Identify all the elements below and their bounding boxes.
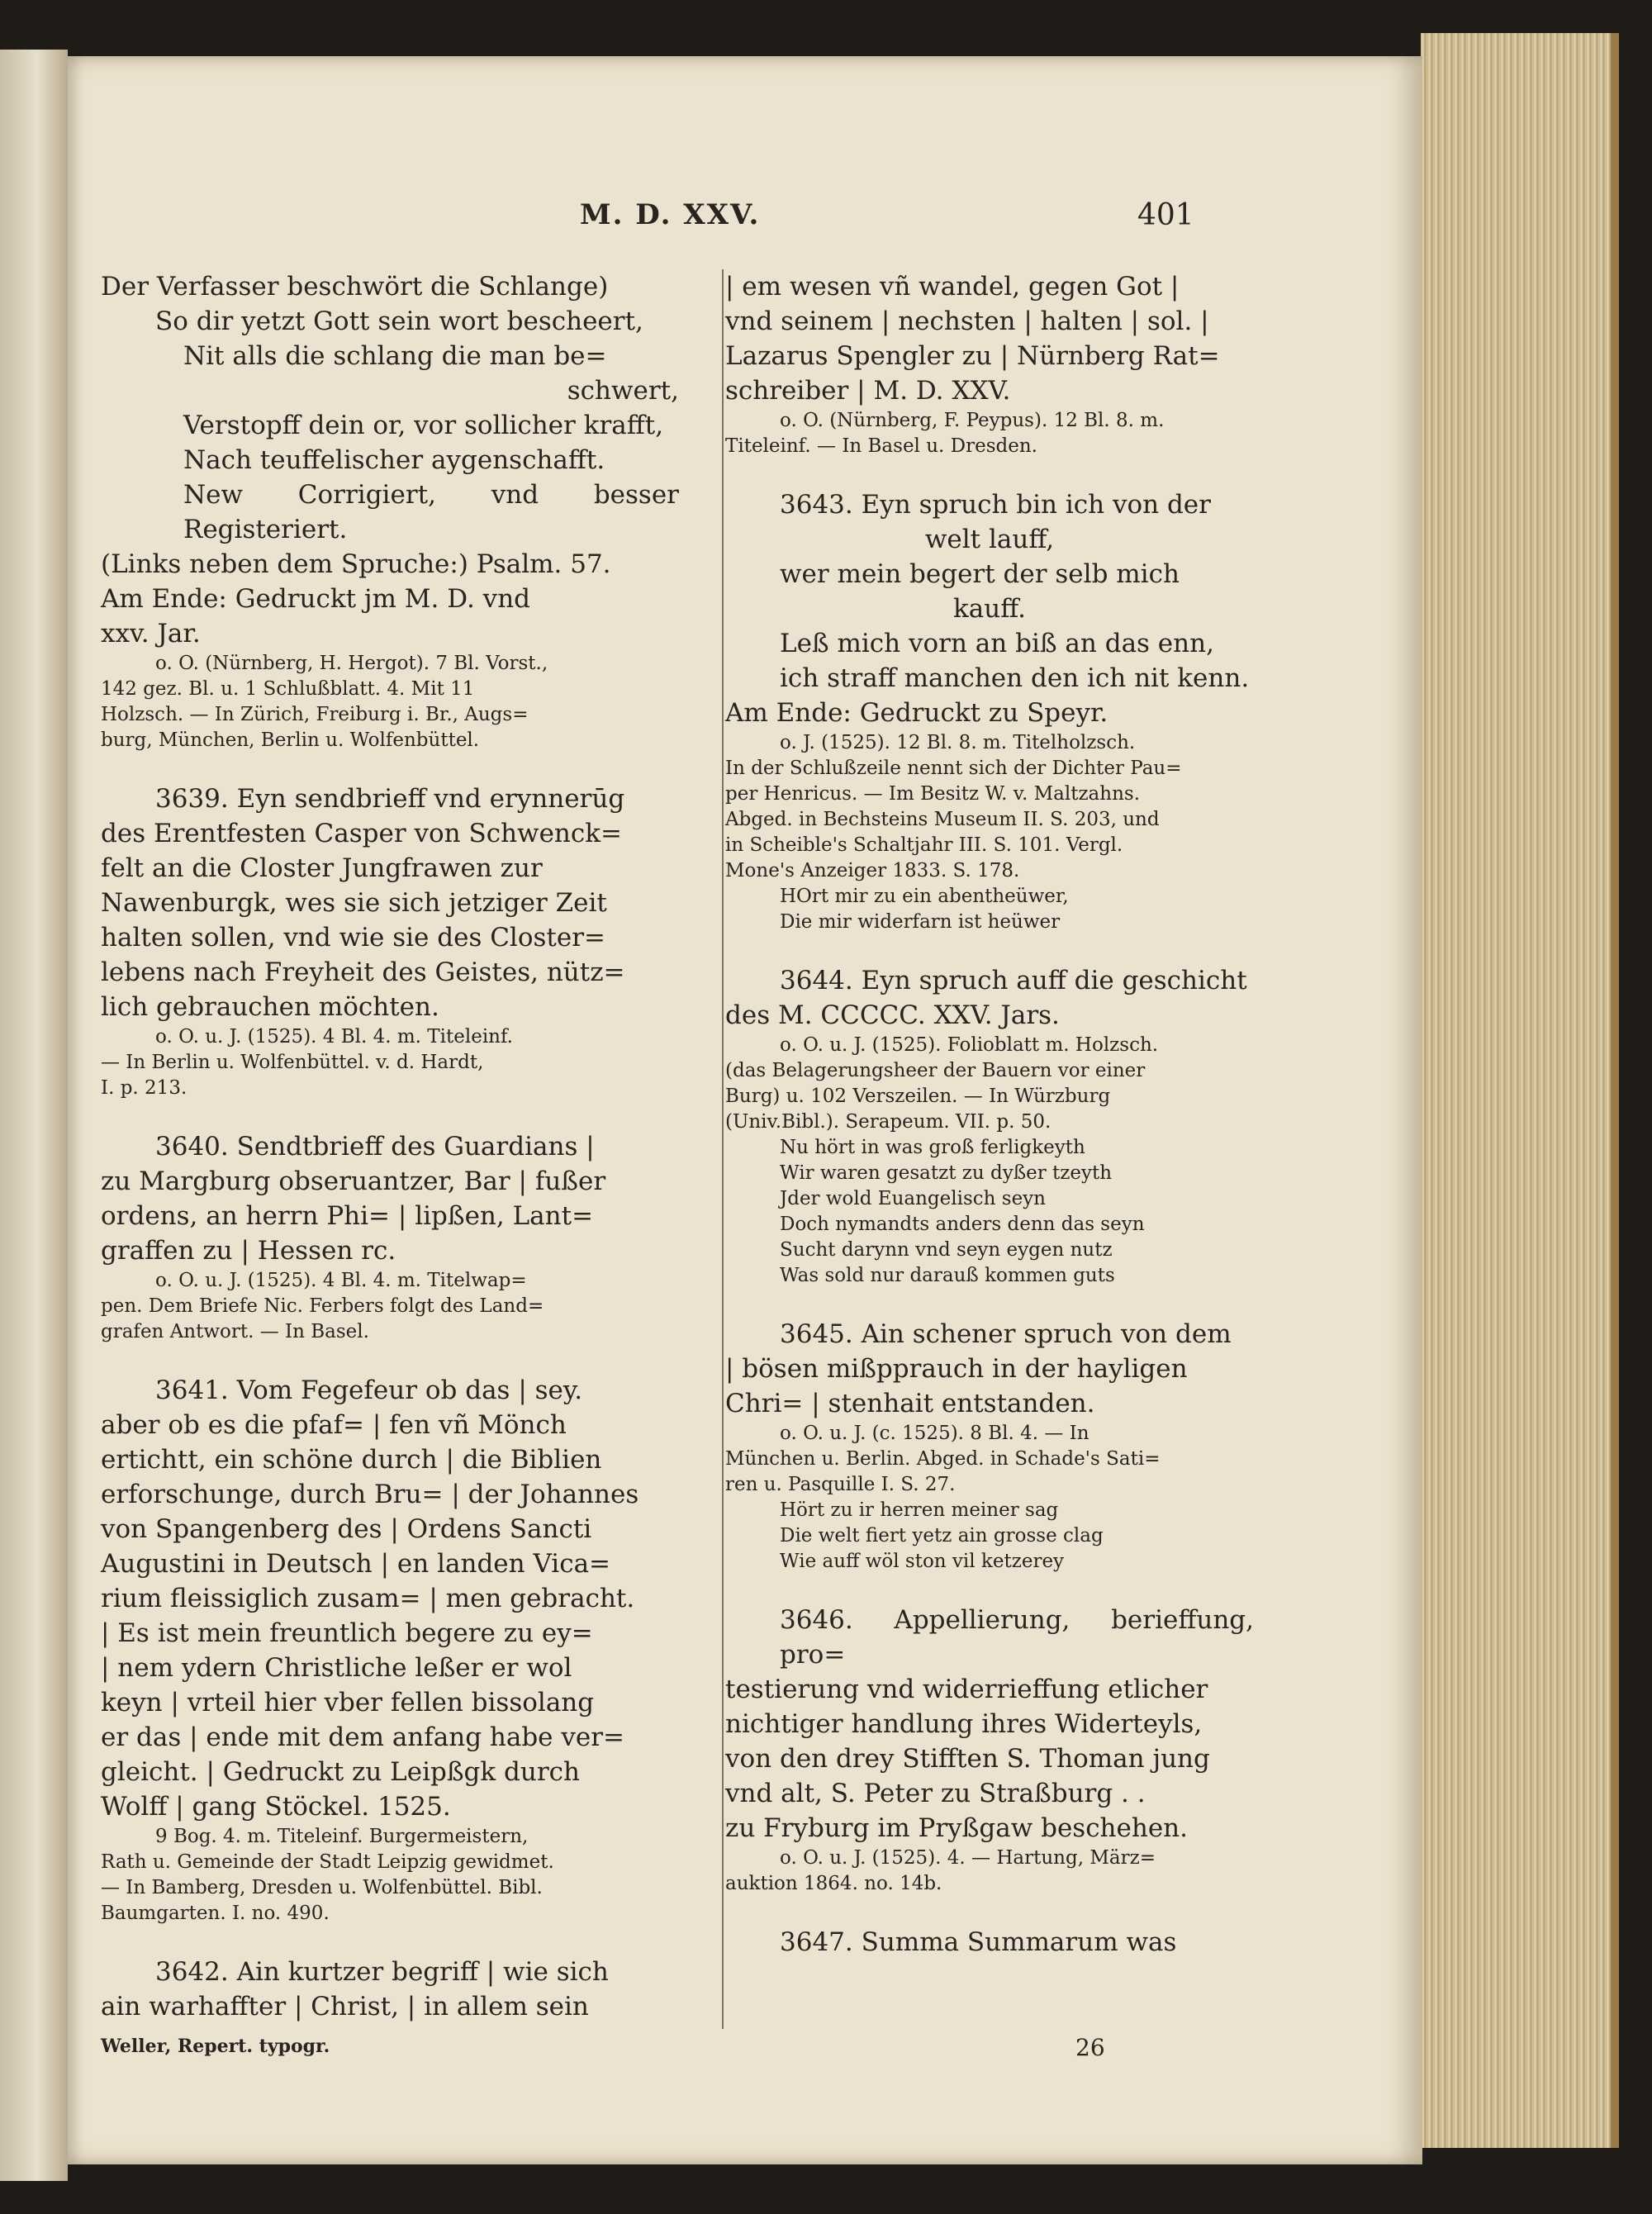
- text-line: vnd seinem | nechsten | halten | sol. |: [725, 306, 1209, 336]
- text-line: ain warhaffter | Christ, | in allem sein: [101, 1992, 589, 2022]
- bibliographic-note: Burg) u. 102 Verszeilen. — In Würzburg: [725, 1086, 1111, 1107]
- page-footer: [101, 2036, 1257, 2069]
- text-line: testierung vnd widerrieffung etlicher: [725, 1675, 1208, 1704]
- bibliographic-note: Titeleinf. — In Basel u. Dresden.: [725, 435, 1037, 457]
- bibliographic-note: ren u. Pasquille I. S. 27.: [725, 1474, 956, 1495]
- text-line: schwert,: [567, 376, 679, 406]
- bibliographic-note: In der Schlußzeile nennt sich der Dichter Pau=: [725, 758, 1182, 779]
- bibliographic-note: o. O. u. J. (c. 1525). 8 Bl. 4. — In: [780, 1423, 1089, 1444]
- text-line: des M. CCCCC. XXV. Jars.: [725, 1000, 1060, 1030]
- text-line: aber ob es die pfaf= | fen vñ Mönch: [101, 1410, 567, 1440]
- right-column: [725, 269, 1254, 1960]
- text-line: Chri= | stenhait entstanden.: [725, 1389, 1095, 1418]
- verse-line: Hört zu ir herren meiner sag: [780, 1499, 1059, 1521]
- verse-line: Sucht darynn vnd seyn eygen nutz: [780, 1239, 1113, 1261]
- left-column: [101, 269, 679, 2024]
- bibliographic-note: (das Belagerungsheer der Bauern vor einer: [725, 1060, 1146, 1081]
- text-line: zu Fryburg im Pryßgaw beschehen.: [725, 1813, 1188, 1843]
- book-page-edges: [1421, 33, 1619, 2148]
- page-number: 401: [1137, 198, 1194, 232]
- bibliographic-note: burg, München, Berlin u. Wolfenbüttel.: [101, 729, 480, 751]
- text-line: keyn | vrteil hier vber fellen bissolang: [101, 1688, 595, 1718]
- text-line: New Corrigiert, vnd besser Registeriert.: [183, 480, 679, 544]
- bibliographic-note: München u. Berlin. Abged. in Schade's Sati=: [725, 1448, 1161, 1470]
- entry-heading: 3642. Ain kurtzer begriff | wie sich: [155, 1957, 609, 1987]
- bibliographic-note: Baumgarten. I. no. 490.: [101, 1903, 330, 1924]
- bibliographic-note: Holzsch. — In Zürich, Freiburg i. Br., Augs=: [101, 704, 529, 725]
- text-line: | bösen mißpprauch in der hayligen: [725, 1354, 1188, 1384]
- text-line: ordens, an herrn Phi= | lipßen, Lant=: [101, 1201, 594, 1231]
- text-line: | em wesen vñ wandel, gegen Got |: [725, 272, 1180, 302]
- verse-line: Jder wold Euangelisch seyn: [780, 1188, 1046, 1209]
- text-line: welt lauff,: [924, 525, 1055, 554]
- text-line: Nawenburgk, wes sie sich jetziger Zeit: [101, 888, 607, 918]
- running-header: [68, 198, 1422, 240]
- verse-line: Wie auff wöl ston vil ketzerey: [780, 1551, 1065, 1572]
- entry-3645: [725, 1317, 1254, 1575]
- text-line: Leß mich vorn an biß an das enn,: [780, 629, 1214, 658]
- text-line: ich straff manchen den ich nit kenn.: [780, 663, 1250, 693]
- text-line: ertichtt, ein schöne durch | die Biblien: [101, 1445, 602, 1475]
- bibliographic-note: o. O. (Nürnberg, H. Hergot). 7 Bl. Vorst.,: [155, 653, 548, 674]
- text-line: Am Ende: Gedruckt jm M. D. vnd: [101, 584, 531, 614]
- entry-heading: 3643. Eyn spruch bin ich von der: [780, 490, 1211, 520]
- text-line: | Es ist mein freuntlich begere zu ey=: [101, 1618, 593, 1648]
- bibliographic-note: auktion 1864. no. 14b.: [725, 1873, 942, 1894]
- text-line: halten sollen, vnd wie sie des Closter=: [101, 923, 606, 953]
- entry-heading: 3639. Eyn sendbrieff vnd erynnerūg: [155, 784, 625, 814]
- bibliographic-note: o. O. u. J. (1525). 4. — Hartung, März=: [780, 1847, 1156, 1869]
- entry-3647: [725, 1925, 1254, 1960]
- bibliographic-note: pen. Dem Briefe Nic. Ferbers folgt des Land=: [101, 1295, 544, 1317]
- bibliographic-note: (Univ.Bibl.). Serapeum. VII. p. 50.: [725, 1111, 1051, 1133]
- bibliographic-note: 9 Bog. 4. m. Titeleinf. Burgermeistern,: [155, 1826, 529, 1847]
- bibliographic-note: I. p. 213.: [101, 1077, 188, 1099]
- verse-line: Was sold nur darauß kommen guts: [780, 1265, 1115, 1286]
- text-line: Der Verfasser beschwört die Schlange): [101, 272, 609, 302]
- verse-line: Nu hört in was groß ferligkeyth: [780, 1137, 1085, 1158]
- text-line: gleicht. | Gedruckt zu Leipßgk durch: [101, 1757, 580, 1787]
- text-line: er das | ende mit dem anfang habe ver=: [101, 1722, 625, 1752]
- text-line: Am Ende: Gedruckt zu Speyr.: [725, 698, 1108, 728]
- column-divider: [722, 269, 724, 2029]
- bibliographic-note: per Henricus. — Im Besitz W. v. Maltzahns.: [725, 783, 1141, 805]
- text-line: vnd alt, S. Peter zu Straßburg . .: [725, 1779, 1146, 1808]
- header-title: M. D. XXV.: [580, 198, 761, 231]
- bibliographic-note: o. O. u. J. (1525). 4 Bl. 4. m. Titeleinf.: [155, 1026, 513, 1048]
- bibliographic-note: in Scheible's Schaltjahr III. S. 101. Vergl.: [725, 834, 1123, 856]
- bibliographic-note: Abged. in Bechsteins Museum II. S. 203, und: [725, 809, 1160, 830]
- bibliographic-note: — In Bamberg, Dresden u. Wolfenbüttel. Bibl.: [101, 1877, 543, 1898]
- text-line: von Spangenberg des | Ordens Sancti: [101, 1514, 592, 1544]
- text-line: | nem ydern Christliche leßer er wol: [101, 1653, 572, 1683]
- text-line: des Erentfesten Casper von Schwenck=: [101, 819, 623, 848]
- bibliographic-note: 142 gez. Bl. u. 1 Schlußblatt. 4. Mit 11: [101, 678, 475, 700]
- entry-heading: 3647. Summa Summarum was: [780, 1927, 1177, 1957]
- entry-heading: 3640. Sendtbrieff des Guardians |: [155, 1132, 595, 1162]
- entry-3638-continuation: [101, 269, 679, 753]
- text-line: schreiber | M. D. XXV.: [725, 376, 1011, 406]
- text-line: Nit alls die schlang die man be=: [183, 341, 607, 371]
- bibliographic-note: Mone's Anzeiger 1833. S. 178.: [725, 860, 1020, 881]
- text-line: felt an die Closter Jungfrawen zur: [101, 853, 543, 883]
- verse-line: Die welt fiert yetz ain grosse clag: [780, 1525, 1104, 1546]
- text-line: So dir yetzt Gott sein wort bescheert,: [155, 306, 643, 336]
- bibliographic-note: o. O. u. J. (1525). 4 Bl. 4. m. Titelwap=: [155, 1270, 527, 1291]
- entry-heading: 3641. Vom Fegefeur ob das | sey.: [155, 1375, 583, 1405]
- verse-line: Doch nymandts anders denn das seyn: [780, 1214, 1145, 1235]
- entry-3643: [725, 487, 1254, 935]
- entry-3639: [101, 782, 679, 1101]
- text-line: kauff.: [952, 594, 1026, 624]
- left-page-edge: [0, 50, 68, 2181]
- text-line: erforschunge, durch Bru= | der Johannes: [101, 1480, 639, 1509]
- bibliographic-note: Rath u. Gemeinde der Stadt Leipzig gewidmet.: [101, 1851, 554, 1873]
- text-line: Wolff | gang Stöckel. 1525.: [101, 1792, 451, 1822]
- entry-3640: [101, 1129, 679, 1345]
- text-line: zu Margburg obseruantzer, Bar | fußer: [101, 1166, 606, 1196]
- entry-heading: 3644. Eyn spruch auff die geschicht: [780, 966, 1247, 995]
- bibliographic-note: o. J. (1525). 12 Bl. 8. m. Titelholzsch.: [780, 732, 1136, 753]
- text-line: Lazarus Spengler zu | Nürnberg Rat=: [725, 341, 1220, 371]
- text-line: (Links neben dem Spruche:) Psalm. 57.: [101, 549, 611, 579]
- text-line: Augustini in Deutsch | en landen Vica=: [101, 1549, 611, 1579]
- entry-heading: 3645. Ain schener spruch von dem: [780, 1319, 1232, 1349]
- sheet-number: 26: [1075, 2034, 1105, 2061]
- signature-line: Weller, Repert. typogr.: [101, 2036, 330, 2057]
- text-line: lebens nach Freyheit des Geistes, nütz=: [101, 957, 625, 987]
- text-line: Verstopff dein or, vor sollicher krafft,: [183, 411, 664, 440]
- bibliographic-note: grafen Antwort. — In Basel.: [101, 1321, 369, 1342]
- entry-3642-continuation: [725, 269, 1254, 459]
- text-line: von den drey Stifften S. Thoman jung: [725, 1744, 1210, 1774]
- entry-3646: [725, 1603, 1254, 1897]
- text-line: xxv. Jar.: [101, 619, 201, 649]
- entry-3644: [725, 963, 1254, 1289]
- text-line: rium fleissiglich zusam= | men gebracht.: [101, 1584, 635, 1613]
- verse-line: Die mir widerfarn ist heüwer: [780, 911, 1061, 933]
- text-line: wer mein begert der selb mich: [780, 559, 1180, 589]
- entry-3642: [101, 1955, 679, 2024]
- entry-3641: [101, 1373, 679, 1927]
- text-line: Nach teuffelischer aygenschafft.: [183, 445, 605, 475]
- text-line: nichtiger handlung ihres Widerteyls,: [725, 1709, 1203, 1739]
- bibliographic-note: — In Berlin u. Wolfenbüttel. v. d. Hardt,: [101, 1052, 484, 1073]
- text-line: graffen zu | Hessen rc.: [101, 1236, 396, 1266]
- verse-line: Wir waren gesatzt zu dyßer tzeyth: [780, 1162, 1113, 1184]
- text-line: lich gebrauchen möchten.: [101, 992, 439, 1022]
- verse-line: HOrt mir zu ein abentheüwer,: [780, 886, 1069, 907]
- entry-heading: 3646. Appellierung, berieffung, pro=: [780, 1605, 1254, 1670]
- book-page: [68, 56, 1422, 2164]
- bibliographic-note: o. O. u. J. (1525). Folioblatt m. Holzsch.: [780, 1034, 1159, 1056]
- bibliographic-note: o. O. (Nürnberg, F. Peypus). 12 Bl. 8. m.: [780, 410, 1165, 431]
